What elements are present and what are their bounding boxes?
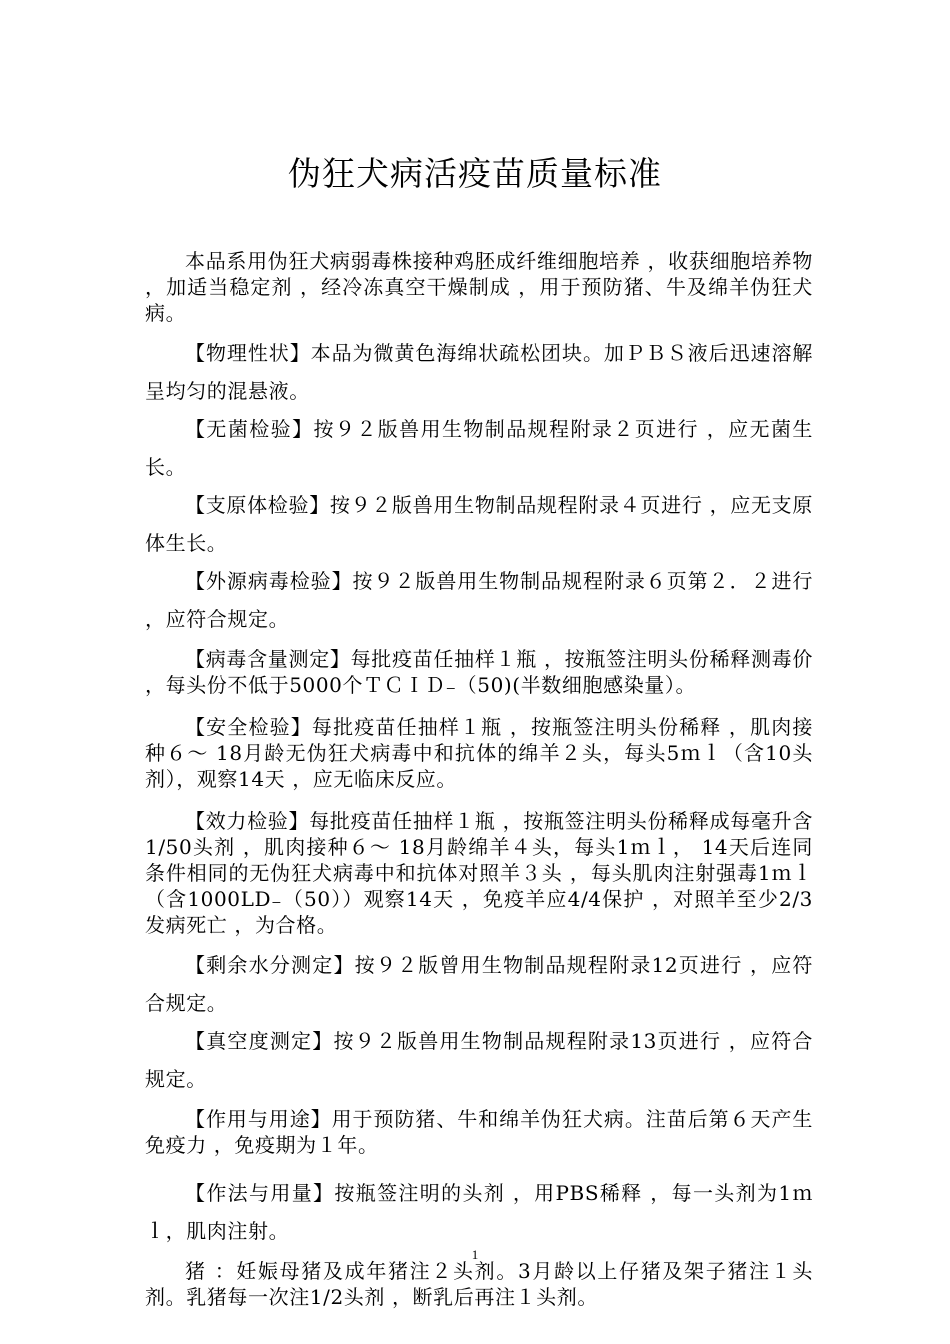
paragraph-exogenous-virus-test: 【外源病毒检验】按９２版兽用生物制品规程附录６页第２．２进行 ，应符合规定。 [145,569,813,631]
paragraph-physical-properties: 【物理性状】本品为微黄色海绵状疏松团块。加ＰＢＳ液后迅速溶解呈均匀的混悬液。 [145,341,813,403]
paragraph-virus-content: 【病毒含量测定】每批疫苗任抽样１瓶 ，按瓶签注明头份稀释测毒价 ，每头份不低于5000个ＴＣＩＤ₋（50)(半数细胞感染量）。 [145,647,813,697]
document-title: 伪狂犬病活疫苗质量标准 [288,154,662,193]
document-body [145,248,813,1310]
paragraph-sterility-test: 【无菌检验】按９２版兽用生物制品规程附录２页进行 ，应无菌生长。 [145,417,813,479]
paragraph-pig-dosage: 猪 ：妊娠母猪及成年猪注２头剂。3月龄以上仔猪及架子猪注１头剂。乳猪每一次注1/2头剂 ，断乳后再注１头剂。 [145,1259,813,1309]
paragraph-safety-test: 【安全检验】每批疫苗任抽样１瓶 ，按瓶签注明头份稀释 ，肌肉接种６～ 18月龄无伪狂犬病毒中和抗体的绵羊２头，每头5ｍｌ（含10头剂），观察14天 ，应无临床反应。 [145,715,813,791]
paragraph-potency-test: 【效力检验】每批疫苗任抽样１瓶 ，按瓶签注明头份稀释成每毫升含1/50头剂 ，肌肉接种６～ 18月龄绵羊４头，每头1ｍｌ， 14天后连同条件相同的无伪狂犬病毒中和抗体对照羊３头 ，每头肌肉注射强毒1ｍｌ（含1000LD₋（50））观察14天 ，免疫羊应4/4保护 ，对照羊至少2/3发病死亡 ，为合格。 [145,809,813,937]
page-number: 1 [471,1247,479,1262]
paragraph-mycoplasma-test: 【支原体检验】按９２版兽用生物制品规程附录４页进行 ，应无支原体生长。 [145,493,813,555]
paragraph-intro: 本品系用伪狂犬病弱毒株接种鸡胚成纤维细胞培养 ，收获细胞培养物 ，加适当稳定剂 ，经冷冻真空干燥制成 ，用于预防猪、牛及绵羊伪狂犬病。 [145,249,813,325]
paragraph-dosage: 【作法与用量】按瓶签注明的头剂 ，用PBS稀释 ，每一头剂为1ｍｌ，肌肉注射。 [145,1181,813,1243]
paragraph-vacuum-test: 【真空度测定】按９２版兽用生物制品规程附录13页进行 ，应符合规定。 [145,1029,813,1091]
paragraph-residual-moisture: 【剩余水分测定】按９２版曾用生物制品规程附录12页进行 ，应符合规定。 [145,953,813,1015]
paragraph-usage: 【作用与用途】用于预防猪、牛和绵羊伪狂犬病。注苗后第６天产生免疫力 ，免疫期为１年。 [145,1107,813,1157]
